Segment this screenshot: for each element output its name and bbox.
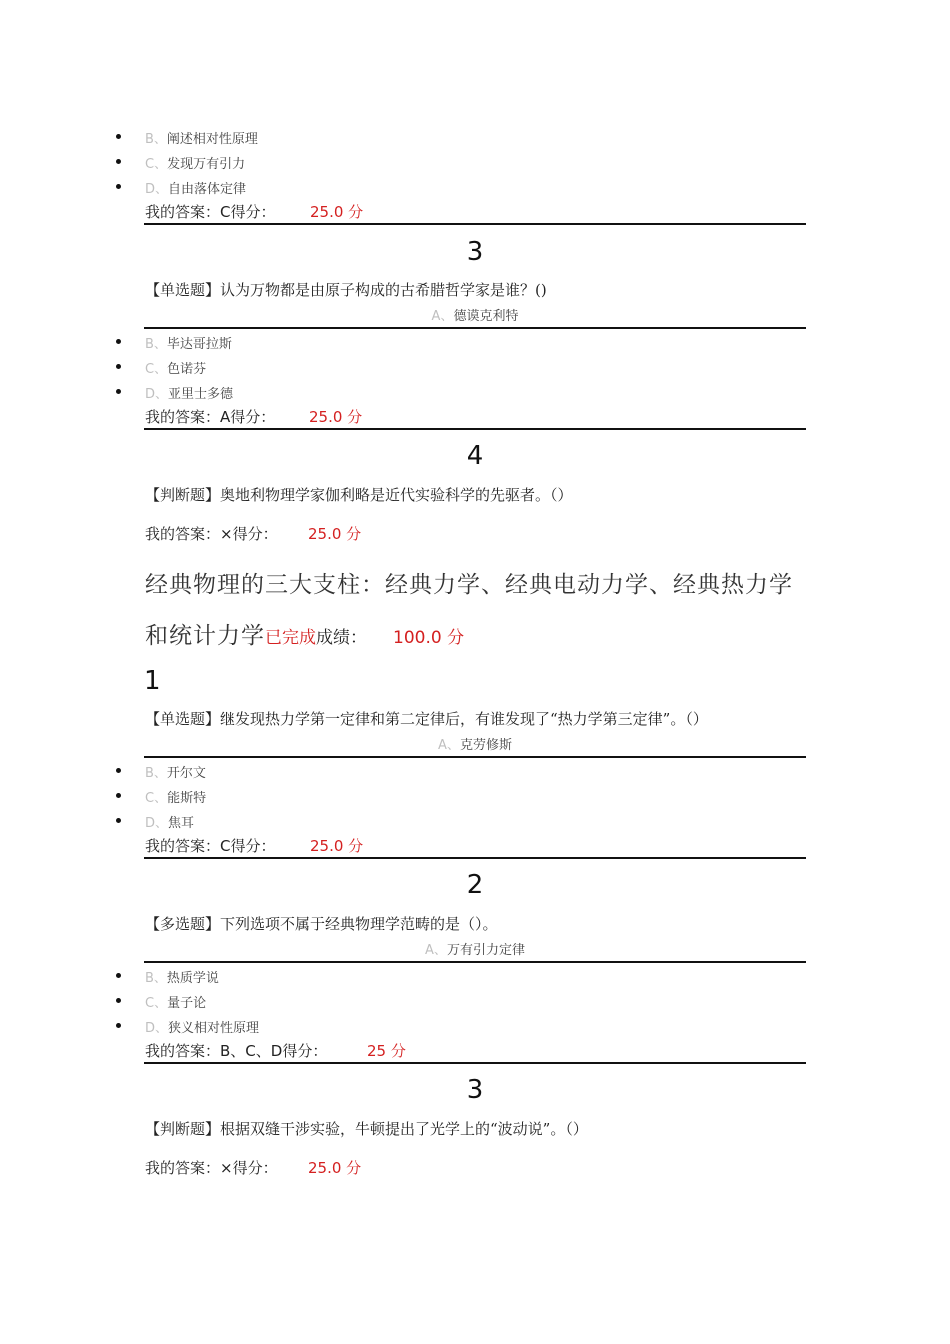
question-number: 4	[466, 441, 484, 471]
my-answer: 我的答案：C得分： 25.0 分	[145, 837, 364, 855]
question-number: 1	[144, 666, 161, 696]
status-badge: 已完成	[265, 628, 316, 648]
bullet	[116, 389, 121, 394]
option-b[interactable]: B、开尔文	[145, 766, 206, 781]
bullet	[116, 159, 121, 164]
option-c[interactable]: C、发现万有引力	[145, 157, 246, 172]
option-d[interactable]: D、亚里士多德	[145, 387, 234, 402]
bullet	[116, 768, 121, 773]
question-text: 【单选题】继发现热力学第一定律和第二定律后，有谁发现了“热力学第三定律”。（）	[145, 710, 708, 728]
bullet	[116, 793, 121, 798]
bullet	[116, 364, 121, 369]
option-a[interactable]: A、克劳修斯	[438, 738, 512, 753]
question-text: 【单选题】认为万物都是由原子构成的古希腊哲学家是谁？()	[145, 281, 547, 299]
option-d[interactable]: D、狭义相对性原理	[145, 1021, 260, 1036]
option-b[interactable]: B、阐述相对性原理	[145, 132, 258, 147]
question-number: 2	[466, 870, 484, 900]
option-c[interactable]: C、能斯特	[145, 791, 207, 806]
option-a[interactable]: A、德谟克利特	[431, 309, 519, 324]
bullet	[116, 973, 121, 978]
bullet	[116, 998, 121, 1003]
divider	[144, 961, 806, 963]
chapter-title-line2: 和统计力学已完成成绩： 100.0 分	[145, 623, 465, 649]
score-value: 25.0 分	[308, 525, 362, 543]
score-value: 25.0 分	[310, 203, 364, 221]
question-number: 3	[466, 1075, 484, 1105]
score-value: 25.0 分	[309, 408, 363, 426]
my-answer: 我的答案：×得分： 25.0 分	[145, 1159, 362, 1177]
chapter-title: 经典物理的三大支柱：经典力学、经典电动力学、经典热力学	[145, 572, 793, 598]
question-number: 3	[466, 237, 484, 267]
my-answer: 我的答案：C得分： 25.0 分	[145, 203, 364, 221]
bullet	[116, 818, 121, 823]
score-value: 25.0 分	[310, 837, 364, 855]
option-c[interactable]: C、色诺芬	[145, 362, 207, 377]
bullet	[116, 184, 121, 189]
divider	[144, 756, 806, 758]
divider	[144, 223, 806, 225]
my-answer: 我的答案：×得分： 25.0 分	[145, 525, 362, 543]
question-text: 【判断题】奥地利物理学家伽利略是近代实验科学的先驱者。（）	[145, 486, 573, 504]
bullet	[116, 339, 121, 344]
option-b[interactable]: B、毕达哥拉斯	[145, 337, 232, 352]
option-a[interactable]: A、万有引力定律	[425, 943, 525, 958]
grade-value: 100.0 分	[393, 628, 465, 648]
bullet	[116, 1023, 121, 1028]
my-answer: 我的答案：A得分： 25.0 分	[145, 408, 363, 426]
my-answer: 我的答案：B、C、D得分： 25 分	[145, 1042, 406, 1060]
score-value: 25 分	[367, 1042, 406, 1060]
divider	[144, 327, 806, 329]
divider	[144, 1062, 806, 1064]
question-text: 【判断题】根据双缝干涉实验，牛顿提出了光学上的“波动说”。（）	[145, 1120, 588, 1138]
score-value: 25.0 分	[308, 1159, 362, 1177]
option-d[interactable]: D、焦耳	[145, 816, 195, 831]
bullet	[116, 134, 121, 139]
option-d[interactable]: D、自由落体定律	[145, 182, 247, 197]
question-text: 【多选题】下列选项不属于经典物理学范畴的是（）。	[145, 915, 498, 933]
divider	[144, 857, 806, 859]
option-c[interactable]: C、量子论	[145, 996, 207, 1011]
divider	[144, 428, 806, 430]
option-b[interactable]: B、热质学说	[145, 971, 219, 986]
